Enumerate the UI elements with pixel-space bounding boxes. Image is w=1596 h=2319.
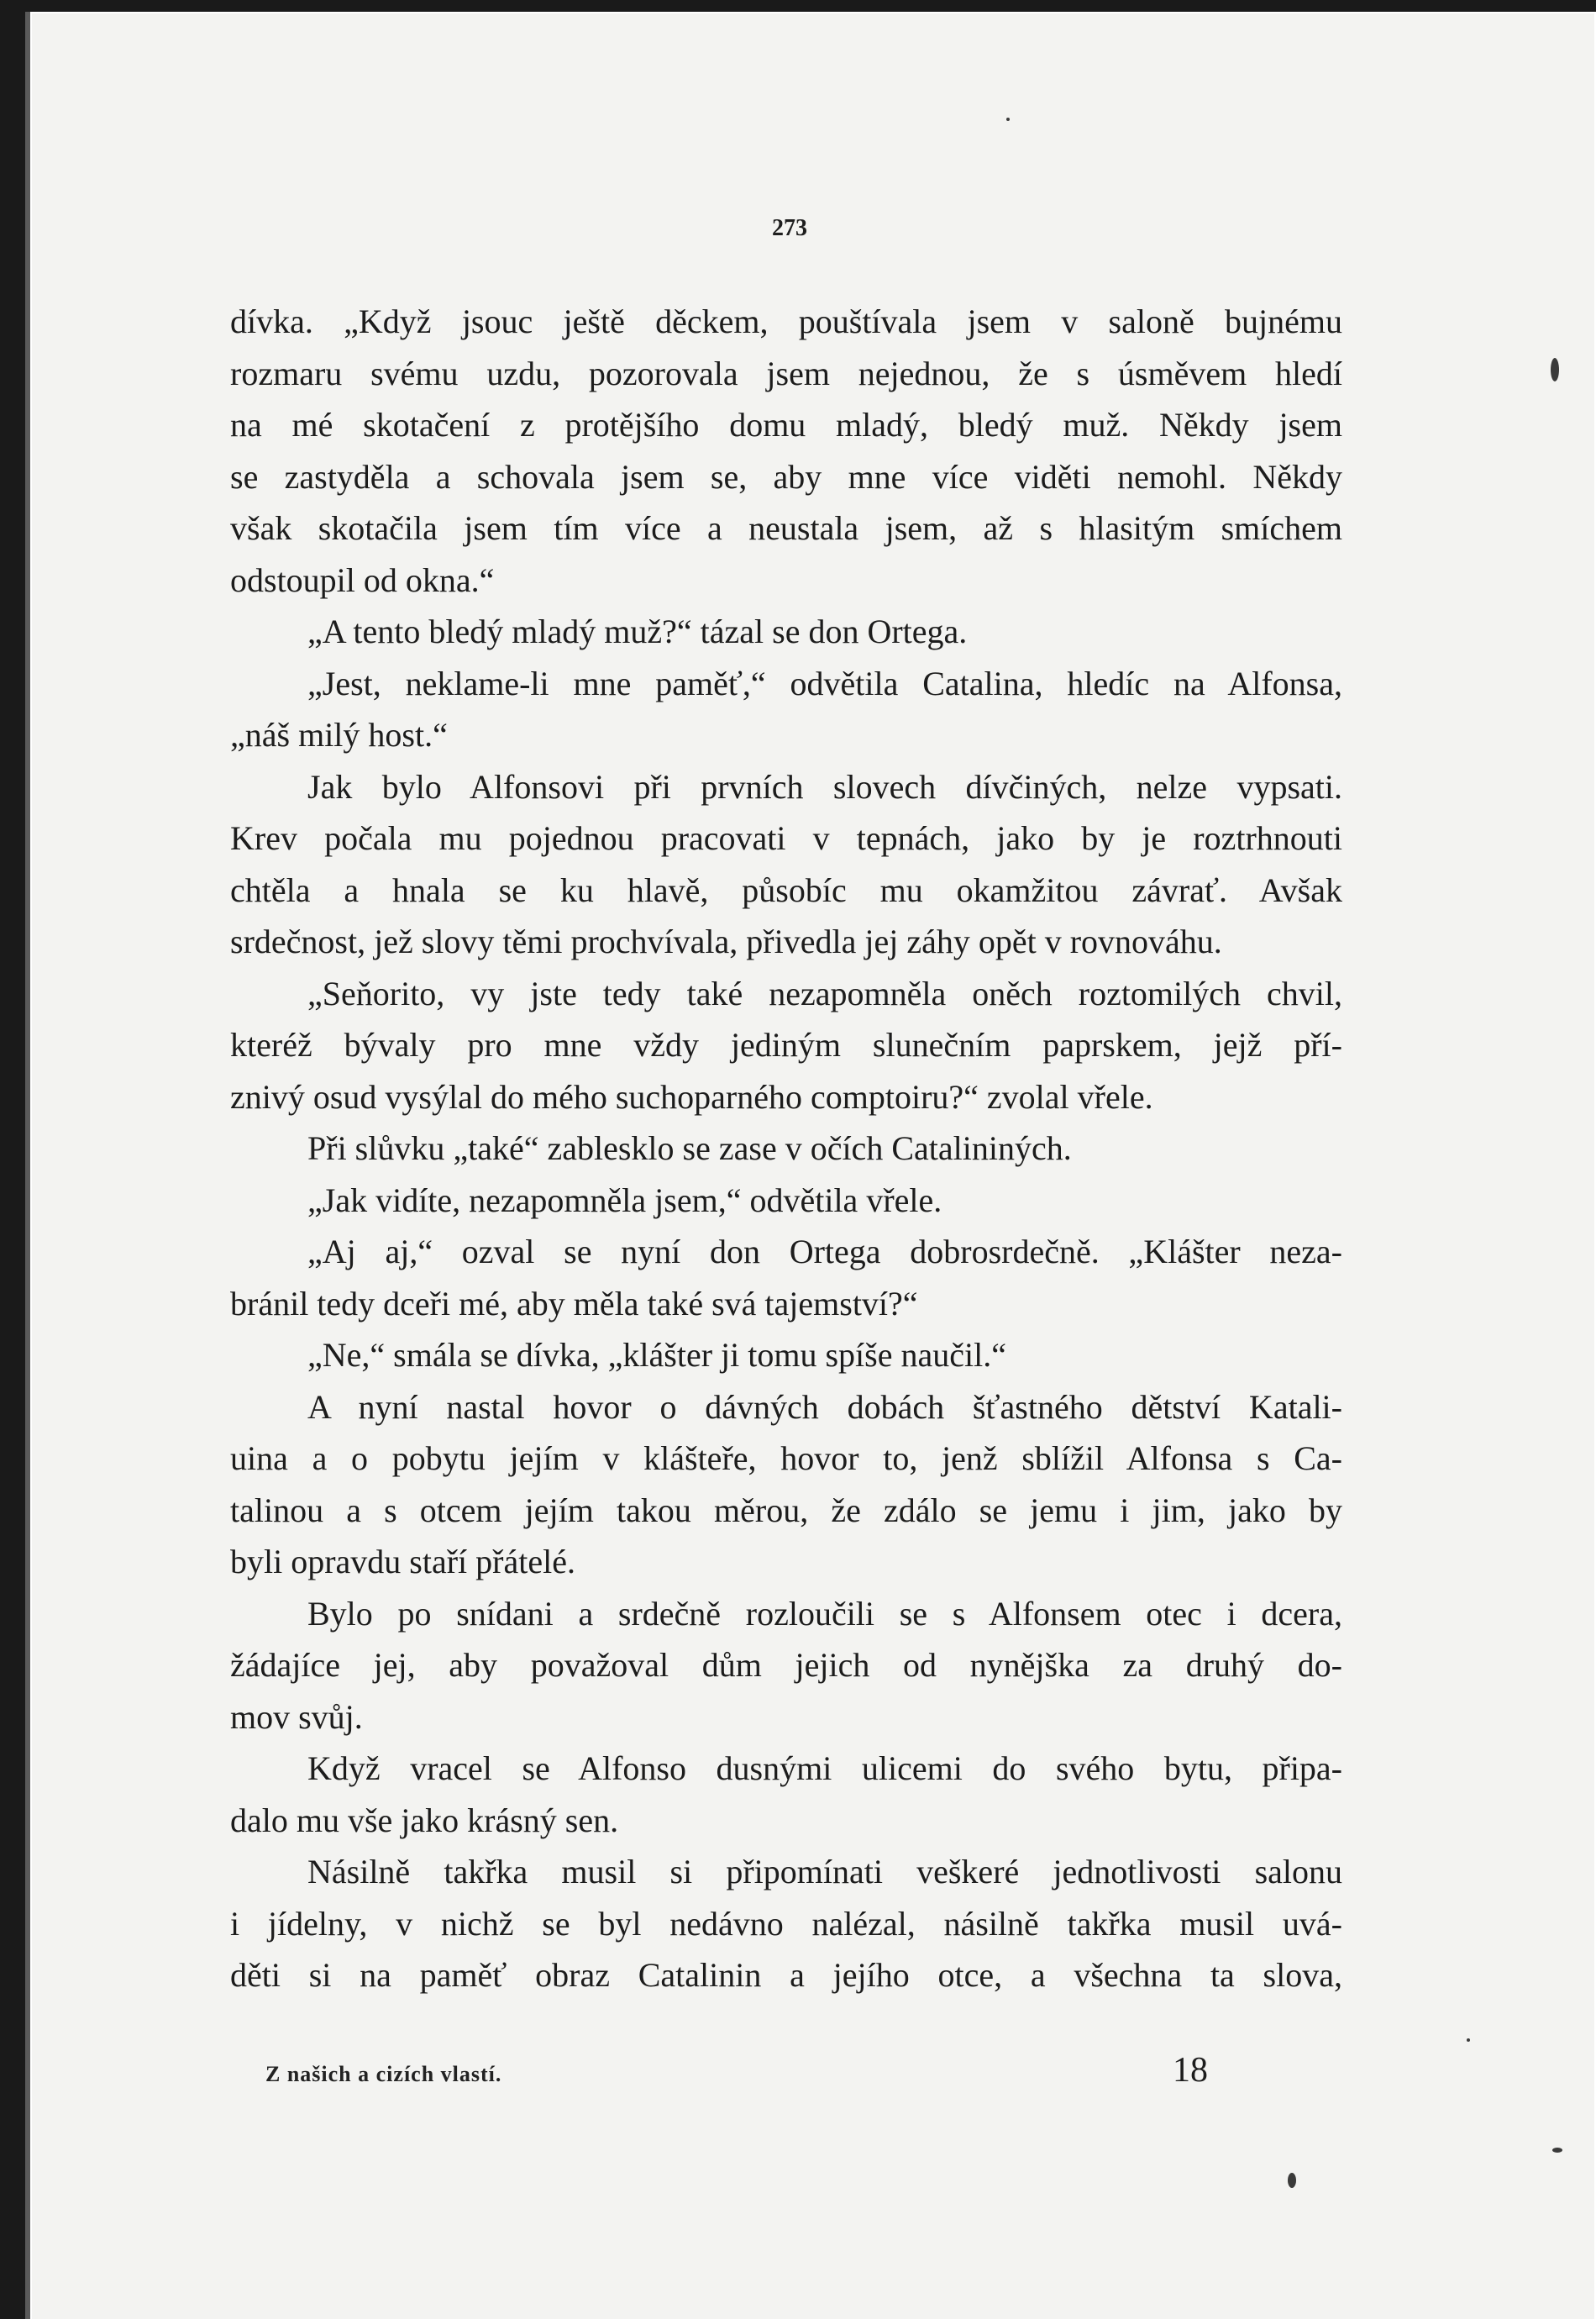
scan-border-top (0, 0, 1596, 12)
text-line: bránil tedy dceři mé, aby měla také svá tajemství?“ (230, 1284, 918, 1323)
text-line: srdečnost, jež slovy těmi prochvívala, přivedla jej záhy opět v rovnováhu. (230, 923, 1222, 960)
footer-source-title: Z našich a cizích vlastí. (265, 2062, 502, 2086)
text-line: „A tento bledý mladý muž?“ tázal se don Ortega. (307, 613, 968, 650)
scan-speck (1006, 118, 1010, 121)
scan-speck (1467, 2038, 1470, 2042)
text-line: rozmaru svému uzdu, pozorovala jsem nejednou, že s úsměvem hledí (230, 354, 1342, 392)
text-line: „Ne,“ smála se dívka, „klášter ji tomu spíše naučil.“ (307, 1336, 1006, 1374)
scan-speck (1551, 358, 1559, 381)
text-line: „Seňorito, vy jste tedy také nezapomněla oněch roztomilých chvil, (307, 974, 1342, 1012)
scan-speck (1288, 2173, 1296, 2188)
text-line: „Aj aj,“ ozval se nyní don Ortega dobrosrdečně. „Klášter neza- (307, 1233, 1342, 1270)
text-line: talinou a s otcem jejím takou měrou, že zdálo se jemu i jim, jako by (230, 1491, 1342, 1529)
text-line: „náš milý host.“ (230, 716, 448, 754)
page-number: 273 (772, 215, 807, 241)
text-line: Bylo po snídani a srdečně rozloučili se s Alfonsem otec i dcera, (307, 1594, 1342, 1633)
text-line: znivý osud vysýlal do mého suchoparného comptoiru?“ zvolal vřele. (230, 1077, 1153, 1116)
text-line: kteréž bývaly pro mne vždy jediným slunečním paprskem, jejž pří- (230, 1026, 1342, 1064)
page-footer (265, 2050, 1357, 2101)
text-line: se zastyděla a schovala jsem se, aby mne více viděti nemohl. Někdy (230, 457, 1342, 496)
scan-border-left-shadow (25, 12, 30, 2319)
text-line: „Jak vidíte, nezapomněla jsem,“ odvětila vřele. (307, 1181, 942, 1219)
text-line: „Jest, neklame-li mne paměť,“ odvětila Catalina, hledíc na Alfonsa, (307, 664, 1342, 702)
text-line: Jak bylo Alfonsovi při prvních slovech dívčiných, nelze vypsati. (307, 767, 1342, 806)
scan-speck (1552, 2148, 1562, 2153)
signature-mark: 18 (1173, 2051, 1208, 2090)
text-line: chtěla a hnala se ku hlavě, působíc mu okamžitou závrať. Avšak (230, 870, 1342, 909)
text-line: mov svůj. (230, 1697, 363, 1736)
book-page (32, 13, 1594, 2319)
text-line: A nyní nastal hovor o dávných dobách šťastného dětství Katali- (307, 1387, 1342, 1426)
text-line: Násilně takřka musil si připomínati veškeré jednotlivosti salonu (307, 1853, 1342, 1890)
text-line: žádajíce jej, aby považoval dům jejich od nynějška za druhý do- (230, 1646, 1342, 1684)
body-text (230, 296, 1342, 2001)
text-line: byli opravdu staří přátelé. (230, 1543, 575, 1580)
text-line: odstoupil od okna.“ (230, 560, 495, 599)
text-line: na mé skotačení z protějšího domu mladý, bledý muž. Někdy jsem (230, 406, 1342, 444)
text-line: dívka. „Když jsouc ještě děckem, pouštívala jsem v saloně bujnému (230, 302, 1342, 340)
scan-border-left (0, 0, 25, 2319)
text-line: děti si na paměť obraz Catalinin a jejího otce, a všechna ta slova, (230, 1956, 1342, 1994)
text-line: dalo mu vše jako krásný sen. (230, 1801, 619, 1839)
text-line: uina a o pobytu jejím v klášteře, hovor to, jenž sblížil Alfonsa s Ca- (230, 1439, 1342, 1477)
text-line: však skotačila jsem tím více a neustala jsem, až s hlasitým smíchem (230, 509, 1342, 547)
text-line: Při slůvku „také“ zablesklo se zase v očích Catalininých. (307, 1129, 1072, 1167)
text-line: i jídelny, v nichž se byl nedávno nalézal, násilně takřka musil uvá- (230, 1904, 1342, 1943)
text-line: Krev počala mu pojednou pracovati v tepnách, jako by je roztrhnouti (230, 819, 1342, 857)
text-line: Když vracel se Alfonso dusnými ulicemi do svého bytu, připa- (307, 1749, 1342, 1787)
